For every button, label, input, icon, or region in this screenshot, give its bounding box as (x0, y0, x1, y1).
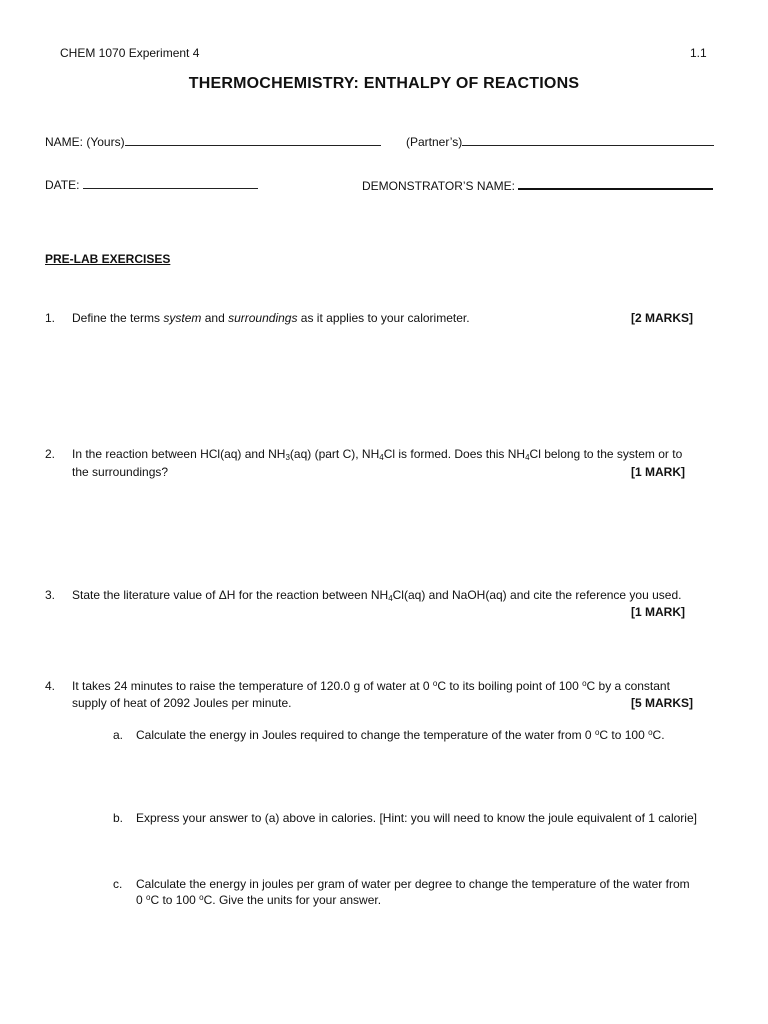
question-text: Define the terms system and surroundings as it applies to your calorimeter. (72, 311, 470, 325)
subquestion-text: Express your answer to (a) above in calories. [Hint: you will need to know the joule equivalent of 1 calorie] (136, 811, 697, 825)
question-number: 4. (45, 679, 56, 693)
page-number: 1.1 (690, 46, 707, 60)
question-marks: [2 MARKS] (631, 311, 693, 325)
subquestion-text: Calculate the energy in joules per gram of water per degree to change the temperature of the water from (136, 877, 690, 891)
partner-label: (Partner’s) (406, 135, 463, 149)
section-heading: PRE-LAB EXERCISES (45, 252, 171, 266)
subquestion-letter: c. (113, 877, 123, 891)
question-number: 2. (45, 447, 56, 461)
name-label: NAME: (Yours) (45, 135, 125, 149)
subquestion-text: Calculate the energy in Joules required to change the temperature of the water from 0 $^o$C to 100 $^o$C. (136, 728, 665, 742)
subquestion-text-continued: 0 $^o$C to 100 $^o$C. Give the units for your answer. (136, 893, 382, 907)
subquestion-letter: b. (113, 811, 124, 825)
question-number: 1. (45, 311, 56, 325)
question-marks: [5 MARKS] (631, 696, 693, 710)
question-text-continued: supply of heat of 2092 Joules per minute. (72, 696, 292, 710)
date-label: DATE: (45, 178, 80, 192)
subquestion-letter: a. (113, 728, 124, 742)
demonstrator-label: DEMONSTRATOR’S NAME: (362, 179, 515, 193)
demonstrator-blank[interactable] (518, 177, 713, 190)
page-title: THERMOCHEMISTRY: ENTHALPY OF REACTIONS (188, 75, 580, 92)
question-marks: [1 MARK] (631, 465, 685, 479)
name-field-row (45, 134, 381, 149)
demonstrator-field-row (362, 177, 713, 193)
date-blank[interactable] (83, 177, 258, 189)
partner-blank[interactable] (462, 134, 714, 146)
question-text: It takes 24 minutes to raise the temperature of 120.0 g of water at 0 $^o$C to its boiling point of 100 $^o$C by a constant (72, 679, 670, 693)
date-field-row (45, 177, 258, 192)
course-header: CHEM 1070 Experiment 4 (60, 46, 200, 60)
question-text: State the literature value of ΔH for the reaction between $NH_4Cl(aq)$ and NaOH(aq) and cite the reference you used. (72, 588, 682, 603)
question-text: In the reaction between HCl(aq) and $NH_3(aq)$ (part C), $NH_4Cl$ is formed. Does this $NH_4Cl$ belong to the system or to (72, 447, 683, 462)
question-number: 3. (45, 588, 56, 602)
question-text-continued: the surroundings? (72, 465, 169, 479)
partner-field-row (406, 134, 714, 149)
question-marks: [1 MARK] (631, 605, 685, 619)
name-blank[interactable] (125, 134, 381, 146)
